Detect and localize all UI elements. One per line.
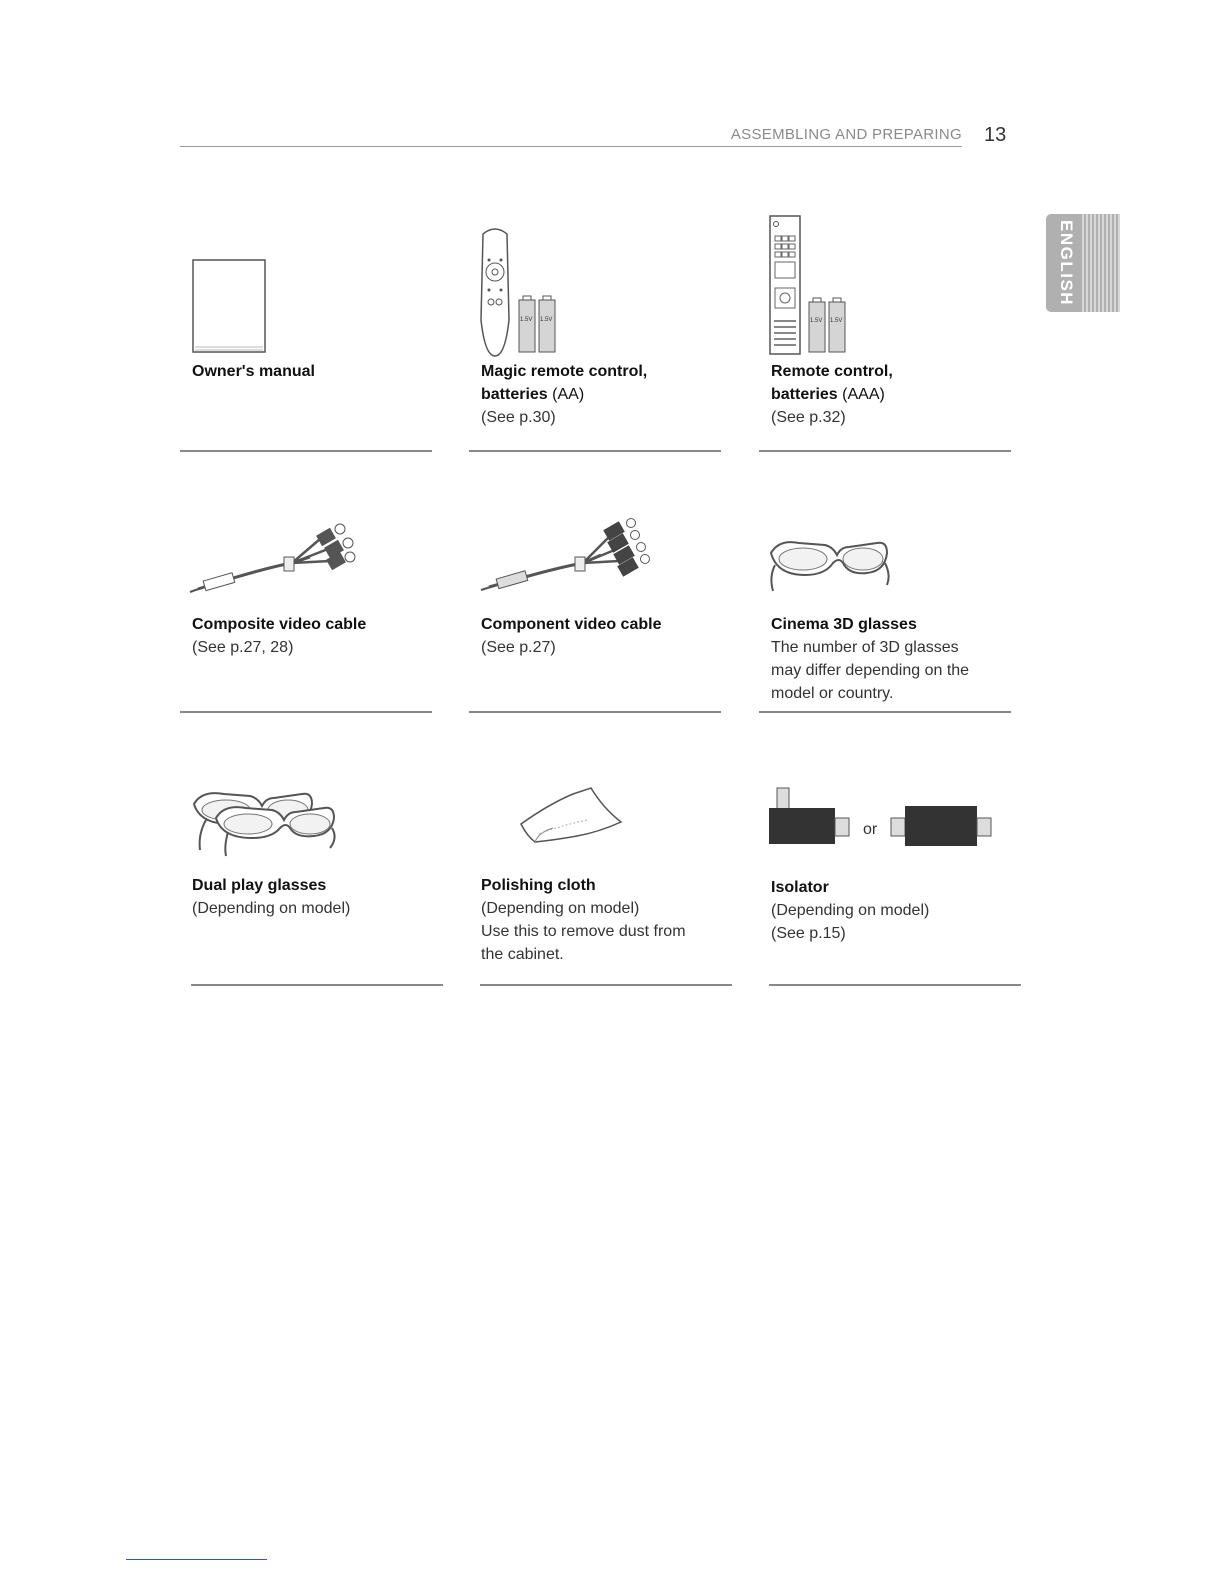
header-divider [180,146,962,147]
item-desc: (Depending on model) [192,900,351,917]
item-title: Composite video cable [192,616,367,633]
item-title-line2: batteries (AA) [481,386,585,403]
item-polishing-cloth [469,724,721,966]
section-title: ASSEMBLING AND PREPARING [730,126,962,143]
item-title: Polishing cloth [481,877,596,894]
item-title: Cinema 3D glasses [771,616,917,633]
row3-divider-2 [480,984,732,986]
row1-divider-1 [180,450,432,452]
row3-divider-3 [769,984,1021,986]
item-composite-cable [180,463,432,659]
item-desc: (See p.27, 28) [192,639,294,656]
item-magic-remote [469,210,721,429]
row2-divider-1 [180,711,432,713]
page-number: 13 [984,124,1007,146]
owners-manual-image [180,210,432,360]
manual-icon [180,210,432,360]
row1-divider-3 [759,450,1011,452]
item-dual-play-glasses [180,724,432,920]
cloth-icon [469,724,721,874]
isolator-icon [759,724,1011,874]
dual-glasses-icon [180,724,432,874]
isolator-image [759,724,1011,876]
item-title: Dual play glasses [192,877,327,894]
item-desc: (See p.15) [771,925,846,942]
composite-cable-icon [180,463,432,613]
item-desc: the cabinet. [481,946,564,963]
item-desc: (Depending on model) [771,902,930,919]
isolator-or-text: or [863,821,878,838]
item-owners-manual [180,210,432,383]
item-isolator [759,724,1011,945]
row2-divider-3 [759,711,1011,713]
remote-icon [759,210,1011,360]
polishing-cloth-image [469,724,721,874]
row2-divider-2 [469,711,721,713]
row1-divider-2 [469,450,721,452]
language-tab [1046,214,1120,312]
item-desc: The number of 3D glasses [771,639,959,656]
item-desc: may differ depending on the [771,662,970,679]
magic-remote-image [469,210,721,360]
svg-text:1.5V: 1.5V [830,318,843,324]
item-desc: Use this to remove dust from [481,923,686,940]
svg-text:1.5V: 1.5V [540,317,553,323]
item-title: Isolator [771,879,829,896]
cinema-glasses-image [759,463,1011,613]
glasses-icon [759,463,1011,613]
item-desc: (See p.27) [481,639,556,656]
item-cinema-3d-glasses [759,463,1011,705]
component-cable-icon [469,463,721,613]
svg-text:1.5V: 1.5V [810,318,823,324]
language-label: ENGLISH [1057,219,1076,307]
item-component-cable [469,463,721,659]
item-remote-control [759,210,1011,429]
tab-stripes [1080,214,1120,312]
component-cable-image [469,463,721,613]
svg-text:1.5V: 1.5V [520,317,533,323]
dual-glasses-image [180,724,432,874]
composite-cable-image [180,463,432,613]
item-desc: (Depending on model) [481,900,640,917]
item-title: Magic remote control, [481,363,648,380]
item-desc: (See p.32) [771,409,846,426]
row3-divider-1 [191,984,443,986]
item-desc: (See p.30) [481,409,556,426]
item-desc: model or country. [771,685,894,702]
item-title: Owner's manual [192,363,315,380]
item-title: Component video cable [481,616,662,633]
footer-underline [126,1559,267,1560]
item-title-line2: batteries (AAA) [771,386,885,403]
remote-control-image [759,210,1011,360]
magic-remote-icon [469,210,721,360]
item-title: Remote control, [771,363,893,380]
